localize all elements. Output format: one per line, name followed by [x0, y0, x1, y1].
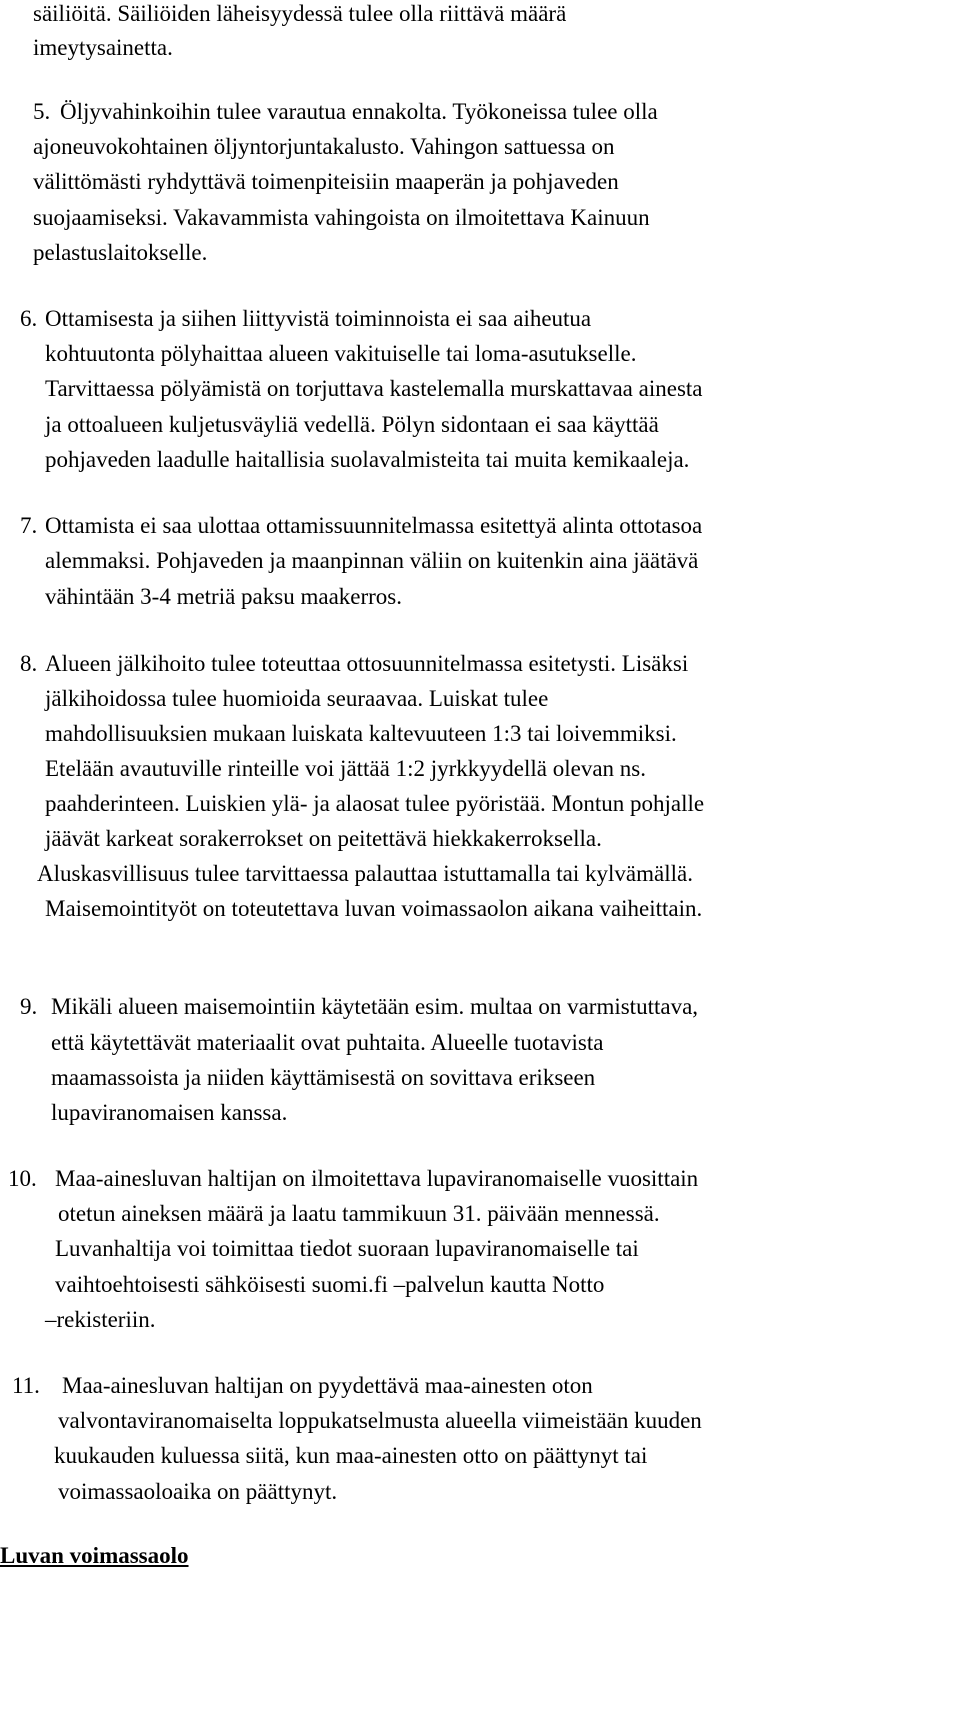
paragraph-line: Mikäli alueen maisemointiin käytetään esim. multaa on varmistuttava, — [51, 994, 699, 1019]
paragraph-line: Aluskasvillisuus tulee tarvittaessa palauttaa istuttamalla tai kylvämällä. — [37, 861, 693, 886]
paragraph-line: että käytettävät materiaalit ovat puhtaita. Alueelle tuotavista — [51, 1030, 604, 1055]
paragraph-line: kohtuutonta pölyhaittaa alueen vakituiselle tai loma-asutukselle. — [45, 341, 637, 366]
paragraph-line: Öljyvahinkoihin tulee varautua ennakolta. Työkoneissa tulee olla — [60, 99, 658, 124]
paragraph-line: Alueen jälkihoito tulee toteuttaa ottosuunnitelmassa esitetysti. Lisäksi — [45, 651, 689, 676]
paragraph-line: paahderinteen. Luiskien ylä- ja alaosat tulee pyöristää. Montun pohjalle — [45, 791, 705, 816]
paragraph-line: välittömästi ryhdyttävä toimenpiteisiin maaperän ja pohjaveden — [33, 169, 619, 194]
item-number: 10. — [8, 1166, 37, 1191]
paragraph-line: Maisemointityöt on toteutettava luvan voimassaolon aikana vaiheittain. — [45, 896, 703, 921]
paragraph-line: Luvanhaltija voi toimittaa tiedot suoraan lupaviranomaiselle tai — [55, 1236, 639, 1261]
item-number: 5. — [33, 99, 51, 124]
paragraph-line: imeytysainetta. — [33, 35, 173, 60]
paragraph-line: Etelään avautuville rinteille voi jättää 1:2 jyrkkyydellä olevan ns. — [45, 756, 646, 781]
paragraph-line: Ottamisesta ja siihen liittyvistä toiminnoista ei saa aiheutua — [45, 306, 592, 331]
paragraph-line: pohjaveden laadulle haitallisia suolavalmisteita tai muita kemikaaleja. — [45, 447, 690, 472]
paragraph-line: valvontaviranomaiselta loppukatselmusta alueella viimeistään kuuden — [58, 1408, 702, 1433]
section-heading: Luvan voimassaolo — [0, 1543, 189, 1568]
item-number: 9. — [20, 994, 38, 1019]
paragraph-line: lupaviranomaisen kanssa. — [51, 1100, 288, 1125]
paragraph-line: ajoneuvokohtainen öljyntorjuntakalusto. Vahingon sattuessa on — [33, 134, 615, 159]
paragraph-line: jälkihoidossa tulee huomioida seuraavaa. Luiskat tulee — [45, 686, 549, 711]
paragraph-line: maamassoista ja niiden käyttämisestä on sovittava erikseen — [51, 1065, 596, 1090]
paragraph-line: säiliöitä. Säiliöiden läheisyydessä tulee olla riittävä määrä — [33, 1, 567, 26]
paragraph-line: pelastuslaitokselle. — [33, 240, 208, 265]
paragraph-line: voimassaoloaika on päättynyt. — [58, 1479, 338, 1504]
item-number: 7. — [20, 513, 38, 538]
paragraph-line: suojaamiseksi. Vakavammista vahingoista on ilmoitettava Kainuun — [33, 205, 650, 230]
paragraph-line: ja ottoalueen kuljetusväyliä vedellä. Pölyn sidontaan ei saa käyttää — [45, 412, 659, 437]
paragraph-line: Maa-ainesluvan haltijan on ilmoitettava lupaviranomaiselle vuosittain — [55, 1166, 699, 1191]
paragraph-line: vähintään 3-4 metriä paksu maakerros. — [45, 584, 403, 609]
item-number: 11. — [12, 1373, 40, 1398]
paragraph-line: Ottamista ei saa ulottaa ottamissuunnitelmassa esitettyä alinta ottotasoa — [45, 513, 703, 538]
paragraph-line: Tarvittaessa pölyämistä on torjuttava kastelemalla murskattavaa ainesta — [45, 376, 703, 401]
paragraph-line: vaihtoehtoisesti sähköisesti suomi.fi –palvelun kautta Notto — [55, 1272, 605, 1297]
paragraph-line: mahdollisuuksien mukaan luiskata kaltevuuteen 1:3 tai loivemmiksi. — [45, 721, 677, 746]
paragraph-line: jäävät karkeat sorakerrokset on peitettävä hiekkakerroksella. — [45, 826, 602, 851]
paragraph-line: otetun aineksen määrä ja laatu tammikuun 31. päivään mennessä. — [58, 1201, 660, 1226]
paragraph-line: kuukauden kuluessa siitä, kun maa-ainesten otto on päättynyt tai — [54, 1443, 648, 1468]
item-number: 6. — [20, 306, 38, 331]
item-number: 8. — [20, 651, 38, 676]
paragraph-line: alemmaksi. Pohjaveden ja maanpinnan väliin on kuitenkin aina jäätävä — [45, 548, 699, 573]
paragraph-line: Maa-ainesluvan haltijan on pyydettävä maa-ainesten oton — [62, 1373, 593, 1398]
paragraph-line: –rekisteriin. — [45, 1307, 156, 1332]
